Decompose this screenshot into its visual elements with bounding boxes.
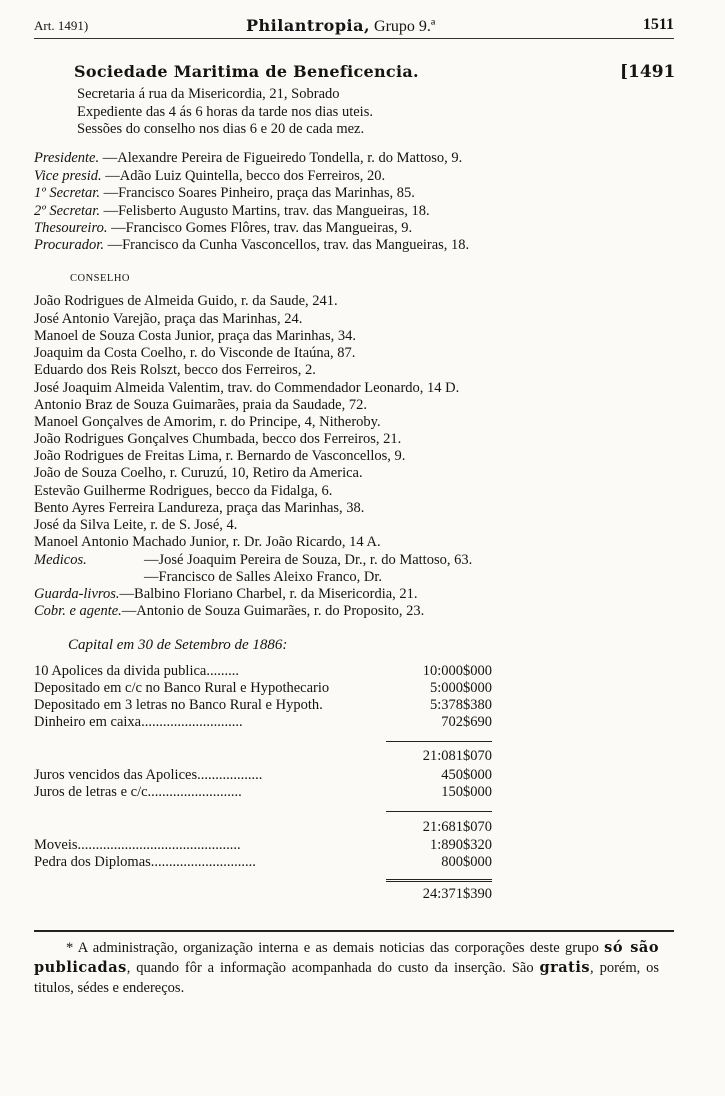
account-label: Depositado em c/c no Banco Rural e Hypothecario [34, 680, 330, 696]
council-member: Manoel de Souza Costa Junior, praça das Marinhas, 34. [34, 328, 356, 344]
staff-detail: —Antonio de Souza Guimarães, r. do Proposito, 23. [121, 603, 425, 619]
account-label: Juros de letras e c/c.......................... [34, 784, 242, 800]
staff-row [34, 586, 418, 603]
article-ref: Art. 1491) [34, 18, 89, 33]
account-label: Juros vencidos das Apolices.................. [34, 767, 263, 783]
footnote-text: , porém, os titulos, sédes e endereços. [34, 960, 660, 996]
officer-detail: —Adão Luiz Quintella, becco dos Ferreiros, 20. [105, 168, 386, 184]
officer-row [34, 150, 462, 167]
footnote-emphasis: gratis [539, 959, 591, 976]
account-amount: 450$000 [441, 767, 492, 783]
society-address: Secretaria á rua da Misericordia, 21, Sobrado [77, 86, 340, 102]
account-amount: 5:000$000 [429, 680, 492, 696]
staff-role: Medicos. [34, 552, 87, 568]
staff-row [34, 569, 382, 586]
staff-detail: —Francisco de Salles Aleixo Franco, Dr. [144, 569, 382, 585]
council-member: Manoel Gonçalves de Amorim, r. do Principe, 4, Nitheroby. [34, 414, 381, 430]
section-heading [246, 16, 435, 36]
account-row [34, 714, 492, 732]
account-amount: 800$000 [441, 854, 492, 870]
council-member: João Rodrigues Gonçalves Chumbada, becco dos Ferreiros, 21. [34, 431, 402, 447]
subtotal-amount: 21:081$070 [422, 748, 492, 764]
officer-detail: —Francisco da Cunha Vasconcellos, trav. das Mangueiras, 18. [107, 237, 470, 253]
footnote-emphasis: só são publicadas [34, 939, 659, 976]
council-member: Estevão Guilherme Rodrigues, becco da Fidalga, 6. [34, 483, 333, 499]
staff-detail: —Balbino Floriano Charbel, r. da Misericordia, 21. [119, 586, 418, 602]
council-member: João Rodrigues de Almeida Guido, r. da Saude, 241. [34, 293, 338, 309]
officer-detail: —Francisco Soares Pinheiro, praça das Marinhas, 85. [103, 185, 415, 201]
group-label: Grupo 9.ª [374, 18, 436, 35]
staff-row [34, 552, 472, 569]
account-row [34, 767, 492, 785]
subtotal-amount: 21:681$070 [422, 819, 492, 835]
subtotal-rule [386, 811, 492, 812]
officer-role: Procurador. [34, 237, 104, 253]
council-member: Antonio Braz de Souza Guimarães, praia da Saudade, 72. [34, 397, 367, 413]
subtotal-rule [386, 741, 492, 742]
footnote-text: * A administração, organização interna e as demais noticias das corporações deste grupo [66, 940, 599, 956]
society-name: Sociedade Maritima de Beneficencia. [74, 62, 419, 81]
officer-detail: —Alexandre Pereira de Figueiredo Tondella, r. do Mattoso, 9. [102, 150, 463, 166]
officer-row [34, 203, 430, 220]
account-label: Dinheiro em caixa............................ [34, 714, 243, 730]
officer-role: Vice presid. [34, 168, 102, 184]
council-member: José da Silva Leite, r. de S. José, 4. [34, 517, 238, 533]
staff-role: Cobr. e agente. [34, 603, 122, 619]
officer-row [34, 185, 415, 202]
account-row [34, 697, 492, 715]
account-row [34, 663, 492, 681]
account-row [34, 854, 492, 872]
council-member: José Antonio Varejão, praça das Marinhas, 24. [34, 311, 303, 327]
council-member: Manoel Antonio Machado Junior, r. Dr. João Ricardo, 14 A. [34, 534, 381, 550]
officer-role: Thesoureiro. [34, 220, 108, 236]
officer-role: 2º Secretar. [34, 203, 100, 219]
council-member: Eduardo dos Reis Rolszt, becco dos Ferreiros, 2. [34, 362, 316, 378]
staff-role: Guarda-livros. [34, 586, 120, 602]
entry-number: [1491 [620, 62, 676, 82]
account-amount: 150$000 [441, 784, 492, 800]
council-member: João de Souza Coelho, r. Curuzú, 10, Retiro da America. [34, 465, 363, 481]
page-number: 1511 [642, 16, 674, 33]
society-hours: Expediente das 4 ás 6 horas da tarde nos dias uteis. [77, 104, 373, 120]
staff-row [34, 603, 424, 620]
account-row [34, 680, 492, 698]
officer-role: Presidente. [34, 150, 100, 166]
officer-row [34, 220, 412, 237]
account-label: Depositado em 3 letras no Banco Rural e Hypoth. [34, 697, 323, 713]
council-member: Bento Ayres Ferreira Landureza, praça das Marinhas, 38. [34, 500, 365, 516]
society-sessions: Sessões do conselho nos dias 6 e 20 de cada mez. [77, 121, 365, 137]
council-member: João Rodrigues de Freitas Lima, r. Bernardo de Vasconcellos, 9. [34, 448, 406, 464]
subtotal-row [34, 819, 492, 837]
footnote [34, 938, 659, 998]
capital-title: Capital em 30 de Setembro de 1886: [68, 637, 288, 653]
account-label: Pedra dos Diplomas............................. [34, 854, 256, 870]
staff-detail: —José Joaquim Pereira de Souza, Dr., r. do Mattoso, 63. [144, 552, 473, 568]
total-amount: 24:371$390 [422, 886, 492, 902]
footnote-divider [34, 930, 674, 932]
header-divider [34, 38, 674, 39]
account-row [34, 837, 492, 855]
account-amount: 1:890$320 [429, 837, 492, 853]
officer-role: 1º Secretar. [34, 185, 100, 201]
officer-detail: —Francisco Gomes Flôres, trav. das Mangueiras, 9. [111, 220, 413, 236]
section-title: Philantropia, [246, 16, 371, 35]
running-head [34, 16, 674, 38]
account-label: Moveis............................................. [34, 837, 241, 853]
account-amount: 5:378$380 [429, 697, 492, 713]
officer-row [34, 168, 385, 185]
total-rule [386, 879, 492, 882]
officer-detail: —Felisberto Augusto Martins, trav. das Mangueiras, 18. [103, 203, 430, 219]
account-amount: 10:000$000 [422, 663, 492, 679]
total-row [34, 886, 492, 904]
council-member: José Joaquim Almeida Valentim, trav. do Commendador Leonardo, 14 D. [34, 380, 460, 396]
footnote-text: , quando fôr a informação acompanhada do custo da inserção. São [126, 960, 534, 976]
council-heading: CONSELHO [70, 273, 131, 284]
account-amount: 702$690 [441, 714, 492, 730]
subtotal-row [34, 748, 492, 766]
officer-row [34, 237, 469, 254]
account-row [34, 784, 492, 802]
account-label: 10 Apolices da divida publica......... [34, 663, 239, 679]
council-member: Joaquim da Costa Coelho, r. do Visconde de Itaúna, 87. [34, 345, 356, 361]
